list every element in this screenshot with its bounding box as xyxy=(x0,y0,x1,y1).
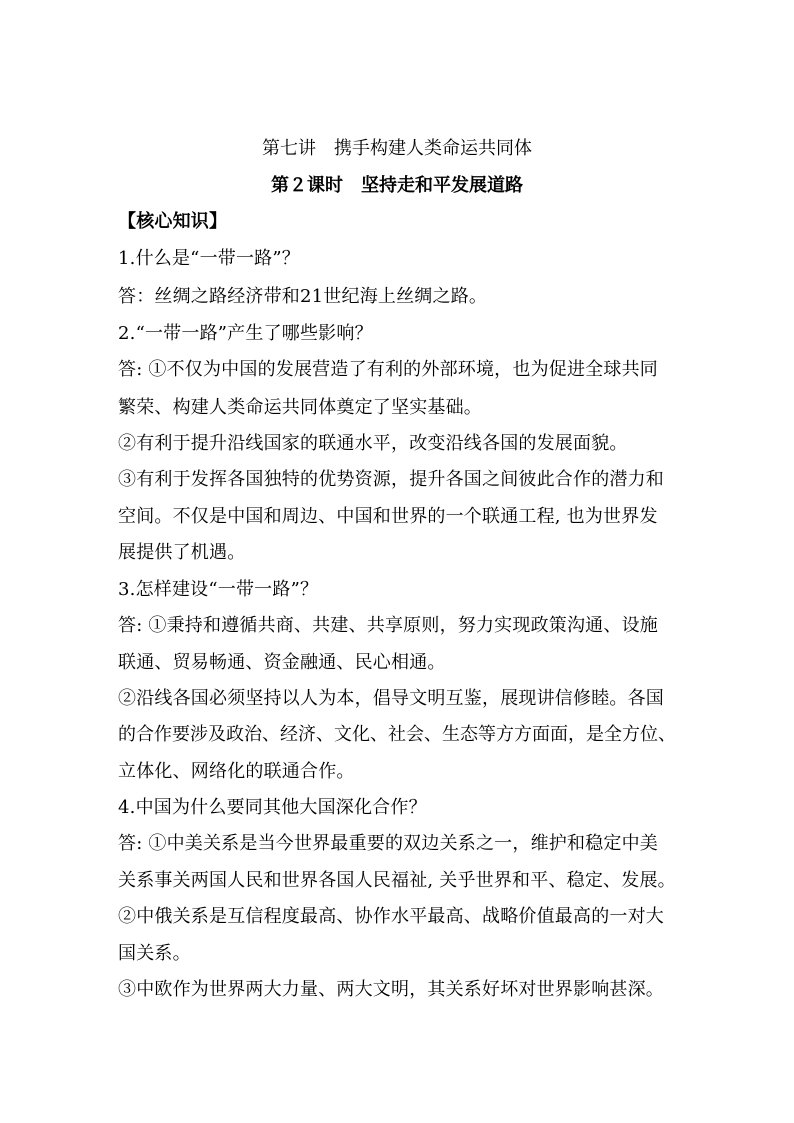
answer-2-line: ③有利于发挥各国独特的优势资源，提升各国之间彼此合作的潜力和 xyxy=(118,469,664,490)
answer-3-line: 立体化、网络化的联通合作。 xyxy=(118,761,355,782)
answer-4-line: 关系事关两国人民和世界各国人民福祉, 关乎世界和平、稳定、发展。 xyxy=(118,870,676,891)
answer-4-line: 国关系。 xyxy=(118,943,191,964)
answer-2-line: 空间。不仅是中国和周边、中国和世界的一个联通工程, 也为世界发 xyxy=(118,506,658,527)
lesson-subtitle: 第２课时 坚持走和平发展道路 xyxy=(271,175,523,196)
answer-2-line: 答: ①不仅为中国的发展营造了有利的外部环境，也为促进全球共同 xyxy=(118,359,658,380)
answer-2-line: ②有利于提升沿线国家的联通水平，改变沿线各国的发展面貌。 xyxy=(118,433,628,454)
answer-2-line: 展提供了机遇。 xyxy=(118,542,246,563)
question-3: 3.怎样建设“一带一路”？ xyxy=(118,579,319,600)
section-heading: 【核心知识】 xyxy=(118,211,228,232)
question-1: 1.什么是“一带一路”？ xyxy=(118,248,300,269)
question-4: 4.中国为什么要同其他大国深化合作？ xyxy=(118,797,427,818)
answer-3-line: 的合作要涉及政治、经济、文化、社会、生态等方方面面，是全方位、 xyxy=(118,724,676,745)
answer-4-line: ③中欧作为世界两大力量、两大文明，其关系好坏对世界影响甚深。 xyxy=(118,979,664,1000)
answer-3-line: 答: ①秉持和遵循共商、共建、共享原则，努力实现政策沟通、设施 xyxy=(118,615,658,636)
answer-1: 答：丝绸之路经济带和21世纪海上丝绸之路。 xyxy=(118,286,488,307)
answer-4-line: 答: ①中美关系是当今世界最重要的双边关系之一，维护和稳定中美 xyxy=(118,833,658,854)
answer-4-line: ②中俄关系是互信程度最高、协作水平最高、战略价值最高的一对大 xyxy=(118,906,664,927)
lecture-title: 第七讲 携手构建人类命运共同体 xyxy=(262,138,532,159)
answer-3-line: 联通、贸易畅通、资金融通、民心相通。 xyxy=(118,652,446,673)
question-2: 2.“一带一路”产生了哪些影响？ xyxy=(118,323,373,344)
answer-2-line: 繁荣、构建人类命运共同体奠定了坚实基础。 xyxy=(118,397,482,418)
answer-3-line: ②沿线各国必须坚持以人为本，倡导文明互鉴，展现讲信修睦。各国 xyxy=(118,688,664,709)
